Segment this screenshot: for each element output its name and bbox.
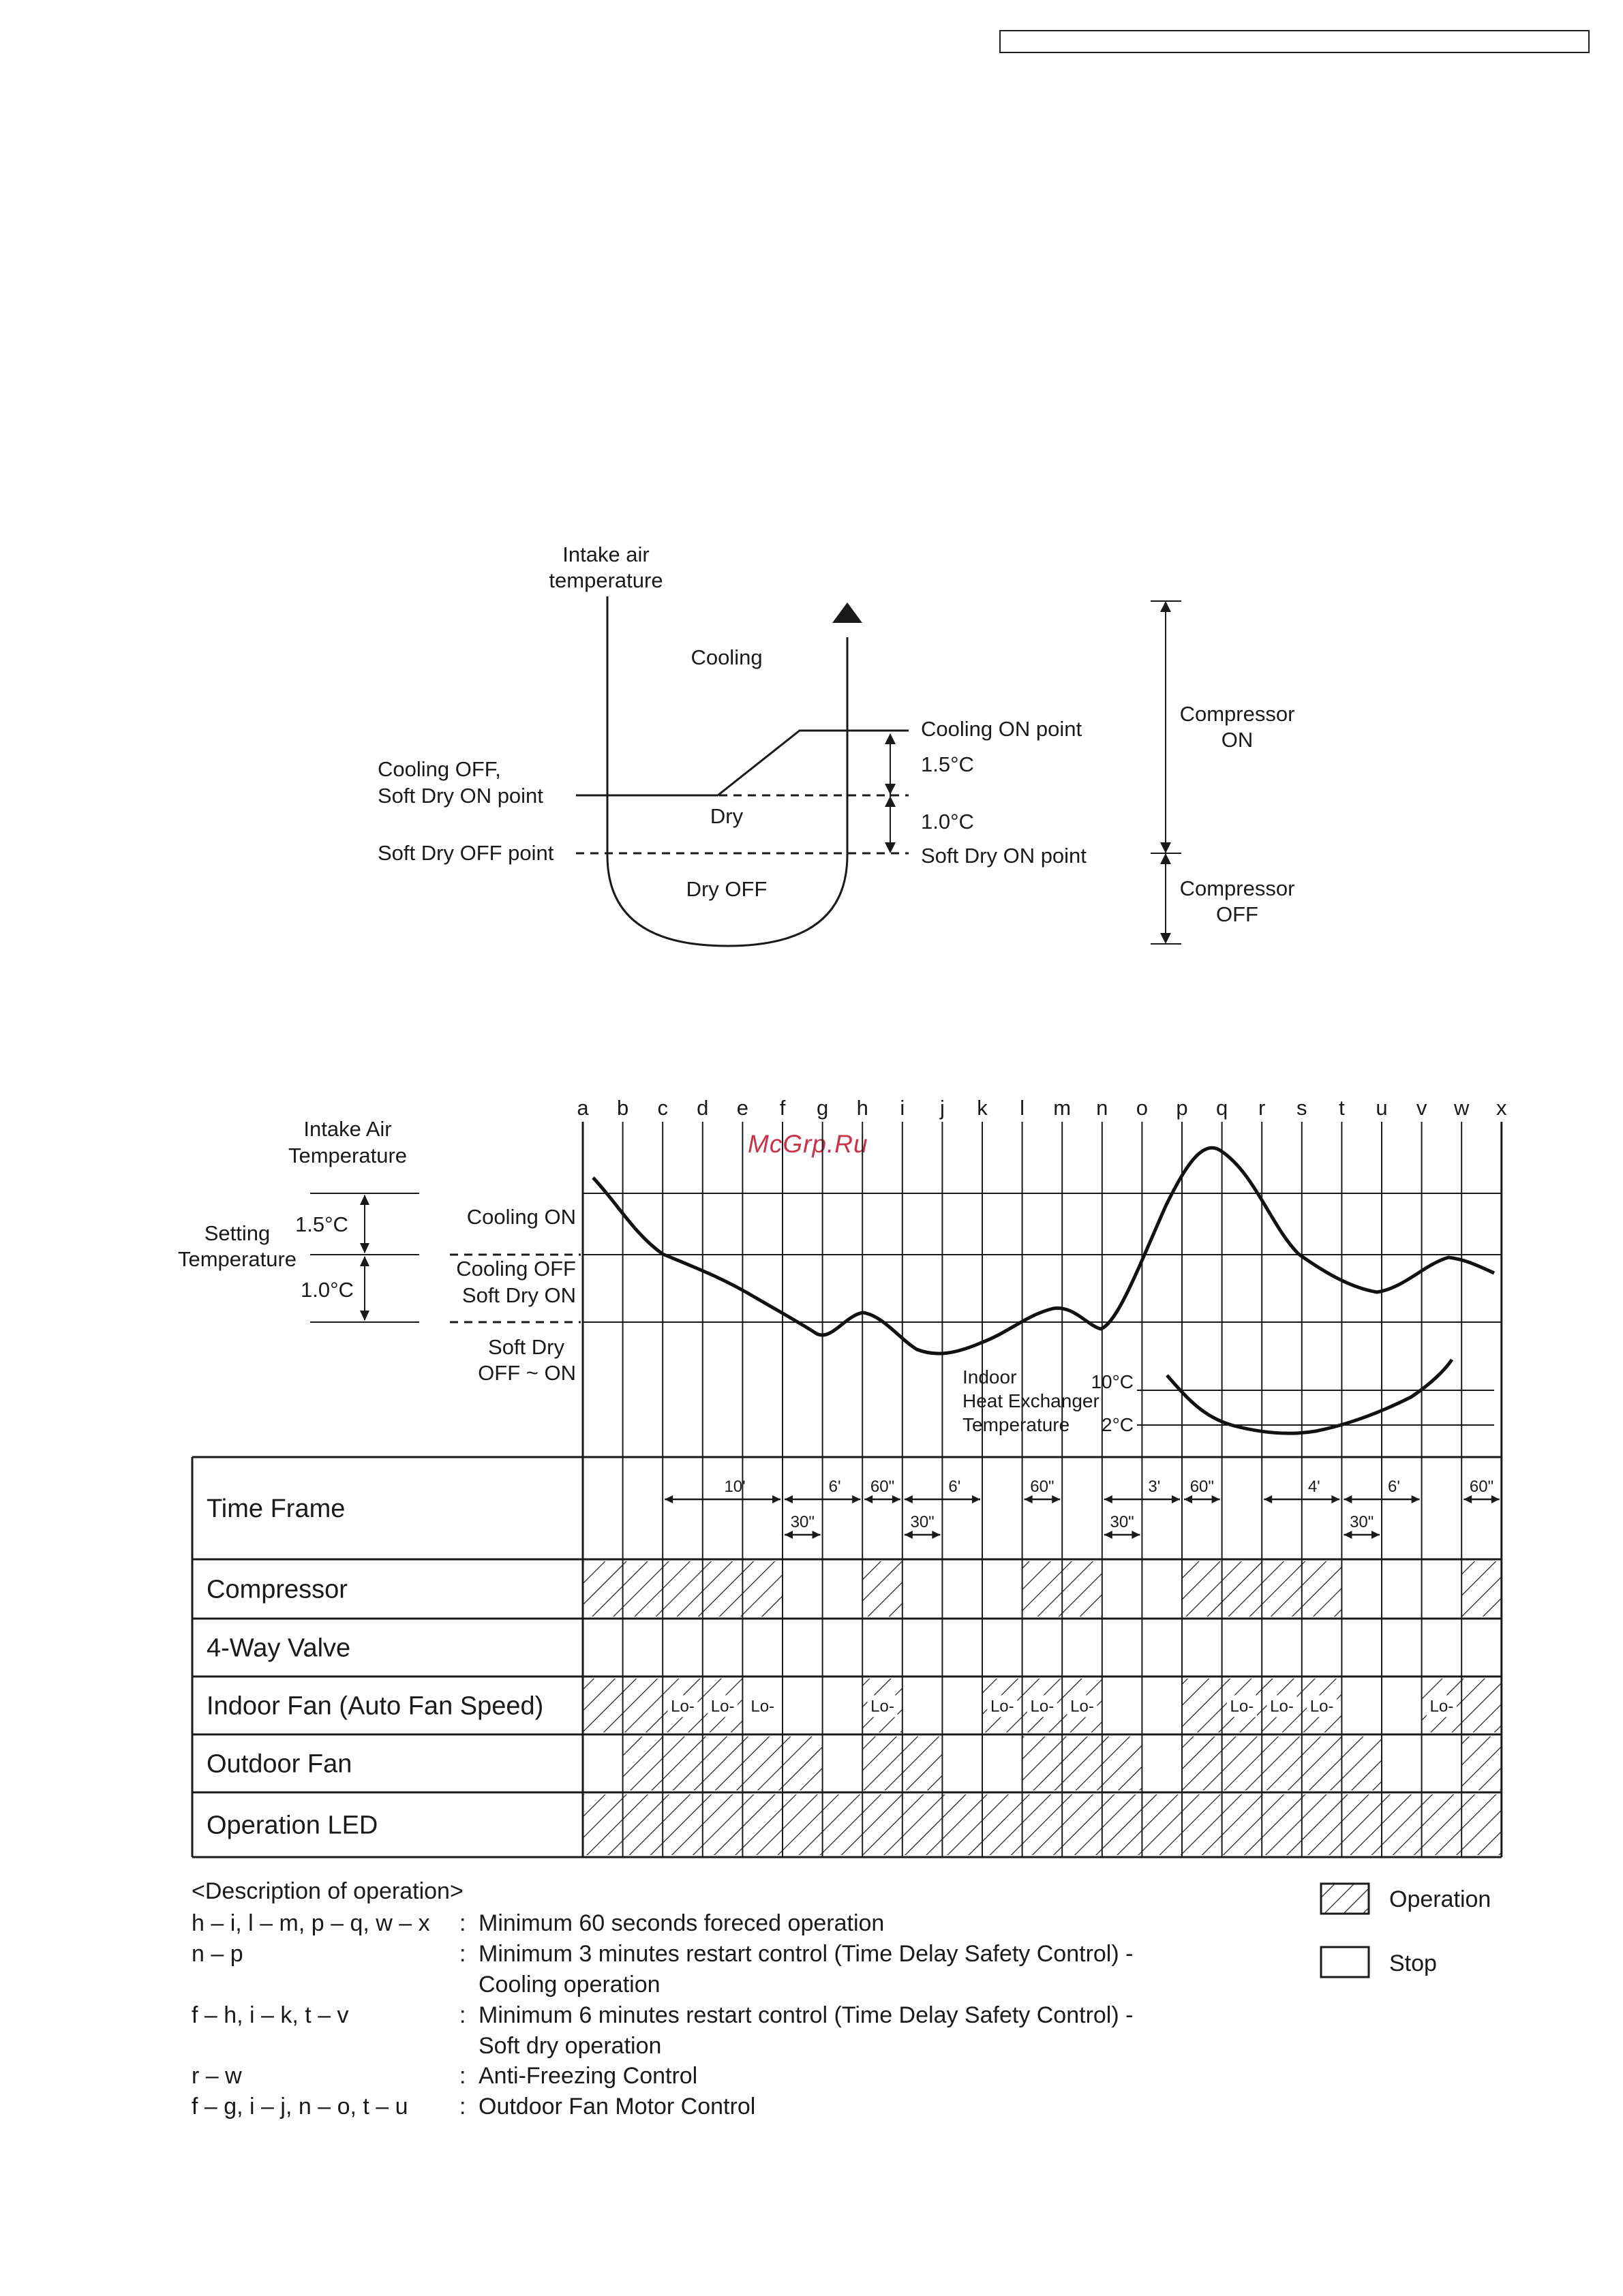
legend-operation-swatch bbox=[1321, 1884, 1369, 1914]
arrow-left-icon bbox=[1104, 1495, 1112, 1503]
cooling-off-label-1: Cooling OFF, bbox=[378, 757, 501, 781]
arrow-right-icon bbox=[932, 1531, 940, 1539]
desc-colon: : bbox=[459, 2063, 466, 2089]
arrow-right-icon bbox=[852, 1495, 860, 1503]
time-frame-label: 30" bbox=[790, 1513, 815, 1531]
column-letter: p bbox=[1176, 1096, 1188, 1120]
hex-2c-label: 2°C bbox=[1102, 1414, 1134, 1435]
arrow-down-icon bbox=[885, 784, 896, 795]
arrow-right-icon bbox=[1052, 1495, 1060, 1503]
legend-stop-label: Stop bbox=[1389, 1950, 1437, 1976]
arrow-right-icon bbox=[972, 1495, 980, 1503]
soft-dry-off-point-label: Soft Dry OFF point bbox=[378, 841, 554, 865]
intake-label-2: Temperature bbox=[288, 1144, 408, 1167]
arrow-right-icon bbox=[1212, 1495, 1220, 1503]
arrow-left-icon bbox=[1463, 1495, 1472, 1503]
column-letter: u bbox=[1376, 1096, 1388, 1120]
lo-mark: Lo- bbox=[1030, 1697, 1055, 1716]
desc-text-2: Minimum 3 minutes restart control (Time Delay Safety Control) - bbox=[479, 1941, 1134, 1967]
arrow-right-icon bbox=[1331, 1495, 1339, 1503]
cooling-off-label-2: Soft Dry ON point bbox=[378, 784, 543, 808]
compressor-off-label-2: OFF bbox=[1216, 902, 1258, 926]
hex-label-2: Heat Exchanger bbox=[962, 1390, 1099, 1411]
arrow-right-icon bbox=[1132, 1531, 1140, 1539]
time-frame-label: 6' bbox=[948, 1478, 961, 1496]
arrow-up-icon bbox=[1160, 853, 1171, 864]
column-letter: g bbox=[816, 1096, 829, 1120]
heat-exchanger-curve bbox=[1167, 1360, 1452, 1433]
desc-key-2: n – p bbox=[192, 1941, 243, 1967]
intake-label-1: Intake Air bbox=[303, 1117, 392, 1141]
column-letter: o bbox=[1136, 1096, 1149, 1120]
column-letter: e bbox=[736, 1096, 749, 1120]
column-letter: a bbox=[577, 1096, 589, 1120]
operation-segment bbox=[1182, 1736, 1382, 1790]
row-label: Operation LED bbox=[207, 1811, 378, 1840]
arrow-right-icon bbox=[772, 1495, 780, 1503]
cooling-on-line bbox=[576, 731, 909, 795]
arrow-right-icon bbox=[813, 1531, 821, 1539]
column-letter: h bbox=[856, 1096, 868, 1120]
operation-segment bbox=[583, 1794, 1502, 1855]
desc-key-4: r – w bbox=[192, 2063, 242, 2089]
row-label: Indoor Fan (Auto Fan Speed) bbox=[207, 1692, 544, 1721]
zone-dry-label: Dry bbox=[710, 804, 744, 828]
column-letter: j bbox=[939, 1096, 945, 1120]
time-frame-label: 6' bbox=[1388, 1478, 1400, 1496]
arrow-down-icon bbox=[360, 1243, 369, 1253]
column-letter: s bbox=[1296, 1096, 1307, 1120]
desc-colon: : bbox=[459, 2002, 466, 2028]
arrow-left-icon bbox=[665, 1495, 673, 1503]
lo-mark: Lo- bbox=[1429, 1697, 1454, 1716]
zone-cooling-label: Cooling bbox=[691, 645, 763, 669]
arrow-up-icon bbox=[1160, 601, 1171, 612]
time-frame-label: 10' bbox=[724, 1478, 746, 1496]
desc-text-4: Anti-Freezing Control bbox=[479, 2063, 698, 2089]
column-letter: c bbox=[657, 1096, 668, 1120]
lo-mark: Lo- bbox=[750, 1697, 775, 1716]
column-letter: b bbox=[616, 1096, 629, 1120]
soft-dry-diagram bbox=[0, 0, 1623, 968]
column-letters bbox=[577, 1096, 1507, 1120]
column-letter: q bbox=[1215, 1096, 1228, 1120]
column-letter: t bbox=[1339, 1096, 1345, 1120]
hex-10c-label: 10°C bbox=[1091, 1371, 1134, 1392]
level-cooling-off-1: Cooling OFF bbox=[456, 1257, 576, 1281]
legend bbox=[1309, 1871, 1513, 1993]
desc-key-3: f – h, i – k, t – v bbox=[192, 2002, 349, 2028]
y-axis-label-1: Intake air bbox=[562, 542, 650, 566]
arrow-left-icon bbox=[1344, 1531, 1352, 1539]
time-frame-label: 3' bbox=[1148, 1478, 1161, 1496]
row-labels bbox=[207, 1495, 543, 1840]
operation-segment bbox=[623, 1736, 823, 1790]
level-cooling-on: Cooling ON bbox=[466, 1205, 576, 1229]
desc-colon: : bbox=[459, 1941, 466, 1967]
diff-lower-label: 1.0°C bbox=[301, 1278, 354, 1302]
watermark: McGrp.Ru bbox=[748, 1130, 868, 1158]
hex-label-3: Temperature bbox=[962, 1414, 1070, 1435]
arrow-up-icon bbox=[360, 1256, 369, 1266]
desc-text-3b: Soft dry operation bbox=[479, 2033, 662, 2059]
arrow-down-icon bbox=[1160, 842, 1171, 853]
time-frame-label: 60" bbox=[1189, 1478, 1214, 1496]
level-soft-dry-2: OFF ~ ON bbox=[478, 1361, 576, 1385]
column-letter: v bbox=[1416, 1096, 1427, 1120]
operation-segment bbox=[583, 1561, 783, 1617]
arrow-left-icon bbox=[1025, 1495, 1033, 1503]
lo-mark: Lo- bbox=[710, 1697, 735, 1716]
desc-text-2b: Cooling operation bbox=[479, 1972, 661, 1997]
y-axis-label-2: temperature bbox=[549, 568, 663, 592]
lo-mark: Lo- bbox=[1070, 1697, 1094, 1716]
lo-mark: Lo- bbox=[1270, 1697, 1294, 1716]
description-of-operation bbox=[0, 1867, 1295, 2140]
desc-text-1: Minimum 60 seconds foreced operation bbox=[479, 1910, 885, 1936]
arrow-up-icon bbox=[832, 602, 862, 623]
time-frame-label: 30" bbox=[1110, 1513, 1134, 1531]
arrow-up-icon bbox=[885, 733, 896, 744]
level-soft-dry-1: Soft Dry bbox=[488, 1335, 564, 1359]
column-letter: w bbox=[1454, 1096, 1470, 1120]
legend-operation-label: Operation bbox=[1389, 1886, 1491, 1912]
desc-colon: : bbox=[459, 2094, 466, 2119]
description-title: <Description of operation> bbox=[192, 1878, 464, 1904]
compressor-on-label-2: ON bbox=[1221, 728, 1254, 752]
arrow-up-icon bbox=[885, 796, 896, 807]
lo-mark: Lo- bbox=[870, 1697, 894, 1716]
soft-dry-on-point-label: Soft Dry ON point bbox=[921, 844, 1087, 868]
arrow-right-icon bbox=[1412, 1495, 1420, 1503]
arrow-down-icon bbox=[885, 842, 896, 853]
arrow-left-icon bbox=[785, 1495, 793, 1503]
lo-mark: Lo- bbox=[1230, 1697, 1254, 1716]
column-letter: n bbox=[1096, 1096, 1108, 1120]
row-label: Outdoor Fan bbox=[207, 1749, 352, 1779]
desc-key-5: f – g, i – j, n – o, t – u bbox=[192, 2094, 408, 2119]
diff-lower-label: 1.0°C bbox=[921, 810, 974, 833]
column-letter: m bbox=[1053, 1096, 1072, 1120]
column-letter: k bbox=[977, 1096, 988, 1120]
arrow-left-icon bbox=[785, 1531, 793, 1539]
arrow-left-icon bbox=[905, 1531, 913, 1539]
column-letter: d bbox=[697, 1096, 709, 1120]
hex-label-1: Indoor bbox=[962, 1366, 1017, 1388]
lo-mark: Lo- bbox=[1309, 1697, 1334, 1716]
compressor-off-label-1: Compressor bbox=[1179, 876, 1295, 900]
column-letter: l bbox=[1020, 1096, 1025, 1120]
arrow-down-icon bbox=[360, 1311, 369, 1321]
time-frame-label: 30" bbox=[1350, 1513, 1374, 1531]
column-letter: f bbox=[779, 1096, 786, 1120]
row-label: 4-Way Valve bbox=[207, 1634, 351, 1663]
arrow-up-icon bbox=[360, 1195, 369, 1205]
column-letter: r bbox=[1258, 1096, 1266, 1120]
time-frame-marks bbox=[665, 1478, 1500, 1539]
arrow-left-icon bbox=[1104, 1531, 1112, 1539]
arrow-left-icon bbox=[1184, 1495, 1192, 1503]
row-label: Time Frame bbox=[207, 1495, 346, 1523]
compressor-on-label-1: Compressor bbox=[1179, 702, 1295, 726]
arrow-right-icon bbox=[1172, 1495, 1180, 1503]
level-cooling-off-2: Soft Dry ON bbox=[461, 1283, 576, 1307]
arrow-right-icon bbox=[1371, 1531, 1380, 1539]
time-frame-label: 6' bbox=[828, 1478, 841, 1496]
time-frame-label: 30" bbox=[910, 1513, 935, 1531]
operation-segment bbox=[1461, 1561, 1502, 1617]
operation-segment bbox=[1461, 1736, 1502, 1790]
arrow-left-icon bbox=[905, 1495, 913, 1503]
desc-text-3: Minimum 6 minutes restart control (Time Delay Safety Control) - bbox=[479, 2002, 1134, 2028]
arrow-left-icon bbox=[864, 1495, 873, 1503]
setting-label-1: Setting bbox=[204, 1221, 271, 1245]
desc-text-5: Outdoor Fan Motor Control bbox=[479, 2094, 756, 2119]
time-frame-label: 60" bbox=[1469, 1478, 1494, 1496]
diff-upper-label: 1.5°C bbox=[295, 1212, 348, 1236]
lo-mark: Lo- bbox=[671, 1697, 695, 1716]
arrow-right-icon bbox=[1491, 1495, 1500, 1503]
setting-label-2: Temperature bbox=[177, 1247, 297, 1271]
operation-segment bbox=[1022, 1736, 1142, 1790]
cooling-on-point-label: Cooling ON point bbox=[921, 717, 1082, 741]
time-frame-label: 60" bbox=[1030, 1478, 1055, 1496]
lo-mark: Lo- bbox=[990, 1697, 1014, 1716]
arrow-down-icon bbox=[1160, 933, 1171, 944]
timing-chart bbox=[0, 1063, 1623, 1881]
time-frame-label: 4' bbox=[1307, 1478, 1320, 1496]
row-label: Compressor bbox=[207, 1575, 348, 1604]
desc-key-1: h – i, l – m, p – q, w – x bbox=[192, 1910, 430, 1936]
diff-upper-label: 1.5°C bbox=[921, 752, 974, 776]
operation-segment bbox=[862, 1561, 902, 1617]
column-letter: x bbox=[1496, 1096, 1507, 1120]
arrow-left-icon bbox=[1344, 1495, 1352, 1503]
desc-colon: : bbox=[459, 1910, 466, 1936]
arrow-right-icon bbox=[892, 1495, 900, 1503]
column-letter: i bbox=[900, 1096, 905, 1120]
zone-dry-off-label: Dry OFF bbox=[686, 877, 768, 901]
legend-stop-swatch bbox=[1321, 1947, 1369, 1977]
arrow-left-icon bbox=[1264, 1495, 1272, 1503]
time-frame-label: 60" bbox=[870, 1478, 895, 1496]
